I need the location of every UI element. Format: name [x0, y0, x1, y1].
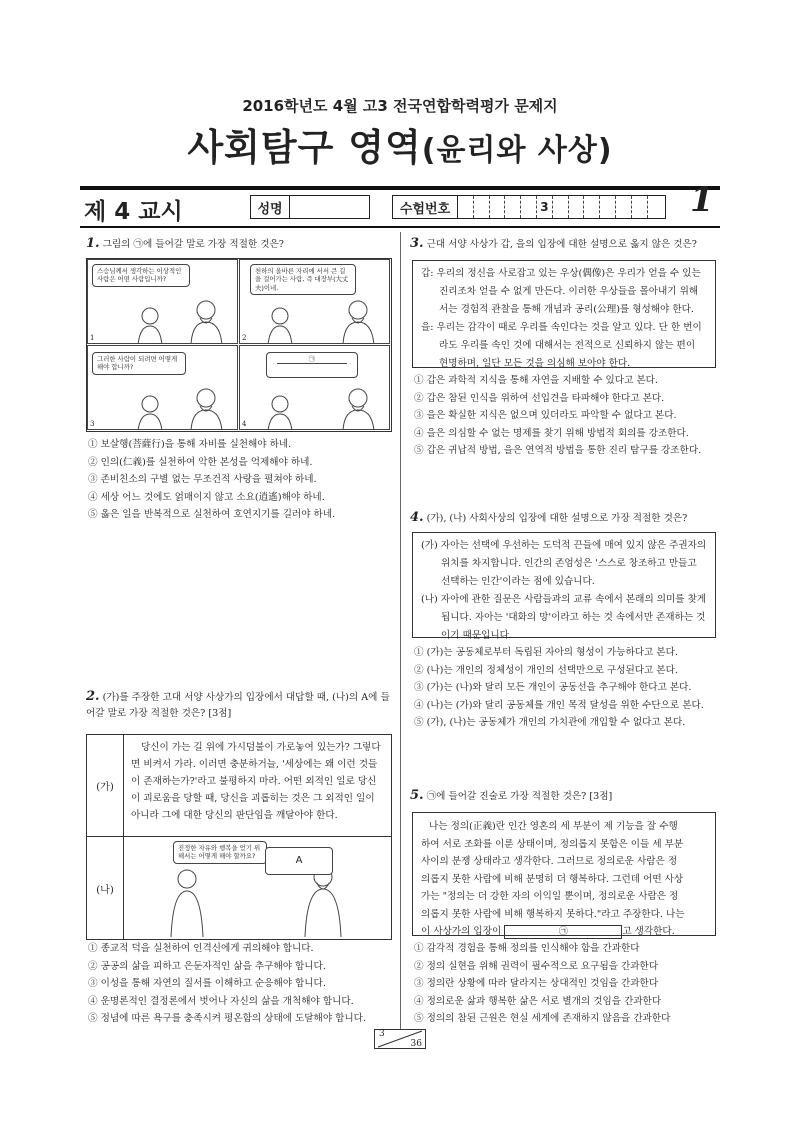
question-4: [410, 510, 722, 527]
exam-number-cell-fixed: 3: [537, 196, 553, 218]
subject-title: [0, 117, 800, 171]
panel-number: 4: [242, 420, 247, 428]
question-number: 3.: [410, 236, 424, 251]
panel-number: 3: [90, 420, 95, 428]
exam-number-cell[interactable]: [632, 196, 648, 218]
option-5[interactable]: ⑤ 옳은 일을 반복적으로 실천하여 호연지기를 길러야 하네.: [88, 509, 336, 520]
question-text: ㉠에 들어갈 진술로 가장 적절한 것은? [3점]: [426, 791, 613, 802]
panel-number: 1: [90, 334, 95, 342]
exam-number-label: 수험번호: [393, 196, 458, 218]
table-row-ga: [87, 735, 391, 837]
row-label: (나): [87, 837, 124, 939]
question-text: (가), (나) 사회사상의 입장에 대한 설명으로 가장 적절한 것은?: [426, 513, 688, 524]
passage-line: 의롭지 못한 사람에 비해 분명히 더 행복하다. 그런데 어떤 사상: [421, 873, 684, 885]
passage-line: 가는 "정의는 더 강한 자의 이익일 뿐이며, 정의로운 사람은 정: [421, 891, 679, 902]
option-5[interactable]: ⑤ 정의의 참된 근원은 현실 세계에 존재하지 않음을 간과한다: [414, 1013, 671, 1024]
ga-passage: 당신이 가는 길 위에 가시덤불이 가로놓여 있는가? 그렇다면 비켜서 가라. 이러면 충분하거늘, '세상에는 왜 이런 것들이 존재하는가?'라고 불평하지 마라. 어떤 외적인 일로 당신이 괴로움을 당할 때, 당신을 괴롭히는 것은 그 외적인 일이 아니라 그에 대한 당신의 판단임을 깨달아야 한다.: [131, 742, 381, 821]
exam-number-cell[interactable]: [474, 196, 490, 218]
q3-options: [414, 372, 724, 460]
option-4[interactable]: ④ 정의로운 삶과 행복한 삶은 서로 별개의 것임을 간과한다: [414, 995, 662, 1007]
q1-options: [88, 436, 394, 524]
speech-bubble: 스승님께서 생각하는 이상적인 사람은 어떤 사람입니까?: [92, 264, 190, 287]
row-label: (가): [87, 735, 124, 836]
exam-number-cell[interactable]: [521, 196, 537, 218]
q3-passage: [412, 260, 716, 368]
speech-bubble: 진정한 자유와 행복을 얻기 위해서는 어떻게 해야 할까요?: [173, 841, 267, 864]
page-number: 1: [690, 180, 714, 220]
passage-line: 나는 정의(正義)란 인간 영혼의 세 부분이 제 기능을 잘 수행: [429, 821, 678, 832]
question-number: 4.: [410, 510, 424, 525]
exam-title: 2016학년도 4월 고3 전국연합학력평가 문제지: [242, 97, 558, 115]
page-counter: [374, 1029, 426, 1049]
q2-options: [88, 940, 396, 1028]
passage-gap: 갑: 우리의 정신을 사로잡고 있는 우상(偶像)은 우리가 얻을 수 있는 진리조차 얻을 수 없게 만든다. 이러한 우상들을 몰아내기 위해서는 경험적 관찰을 통해 개념과 공리(公理)를 형성해야 한다.: [421, 268, 701, 315]
exam-number-cell[interactable]: [490, 196, 506, 218]
current-page: 3: [379, 1029, 385, 1039]
exam-number-cell[interactable]: [648, 196, 663, 218]
passage-ga: (가) 자아는 선택에 우선하는 도덕적 끈들에 매여 있지 않은 주권자의 위치를 차지합니다. 인간의 존엄성은 '스스로 창조하고 만들고 선택하는 인간'이라는 점에 있습니다.: [421, 540, 707, 587]
question-5: [410, 788, 722, 805]
exam-number-cell[interactable]: [553, 196, 569, 218]
option-3[interactable]: ③ 을은 확실한 지식은 없으며 있더라도 파악할 수 없다고 본다.: [414, 410, 677, 421]
subject-paren: (윤리와 사상): [421, 133, 613, 168]
exam-number-cell[interactable]: [616, 196, 632, 218]
q1-cartoon: [86, 258, 392, 432]
cartoon-panel: [239, 259, 390, 344]
option-4[interactable]: ④ 운명론적인 결정론에서 벗어나 자신의 삶을 개척해야 합니다.: [88, 995, 354, 1007]
question-number: 2.: [86, 689, 100, 704]
option-3[interactable]: ③ 존비친소의 구별 없는 무조건적 사랑을 펼쳐야 하네.: [88, 474, 317, 485]
q4-options: [414, 644, 724, 732]
option-2[interactable]: ② 정의 실현을 위해 권력이 필수적으로 요구됨을 간과한다: [414, 960, 659, 972]
name-field[interactable]: [250, 195, 370, 219]
option-1[interactable]: ① (가)는 공동체로부터 독립된 자아의 형성이 가능하다고 본다.: [414, 647, 678, 658]
header-rule-bottom: [80, 226, 720, 228]
session-label: 제 4 교시: [84, 199, 183, 225]
question-text: 근대 서양 사상가 갑, 을의 입장에 대한 설명으로 옳지 않은 것은?: [426, 239, 697, 250]
speech-bubble: 천하의 올바른 자리에 서서 큰 길을 걸어가는 사람, 즉 대장부(大丈夫)이네.: [250, 264, 356, 295]
speech-bubble: 그러한 사람이 되려면 어떻게 해야 합니까?: [92, 352, 186, 375]
option-2[interactable]: ② 인의(仁義)를 실천하여 악한 본성을 억제해야 하네.: [88, 456, 313, 468]
option-4[interactable]: ④ 세상 어느 것에도 얽매이지 않고 소요(逍遙)해야 하네.: [88, 491, 325, 503]
passage-text: 고 생각한다.: [622, 926, 675, 937]
exam-number-cell[interactable]: [584, 196, 600, 218]
option-2[interactable]: ② (나)는 개인의 정체성이 개인의 선택만으로 구성된다고 본다.: [414, 664, 678, 676]
question-3: [410, 236, 722, 253]
q2-table: [86, 734, 392, 940]
option-2[interactable]: ② 공공의 삶을 피하고 은둔자적인 삶을 추구해야 합니다.: [88, 960, 326, 972]
exam-number-cell[interactable]: [458, 196, 474, 218]
option-1[interactable]: ① 갑은 과학적 지식을 통해 자연을 지배할 수 있다고 본다.: [414, 375, 658, 386]
answer-bubble: A: [265, 847, 333, 875]
passage-line: 의롭지 못한 사람에 비해 행복하지 못하다."라고 주장한다. 나는: [421, 908, 685, 920]
blank-marker: ㉠: [308, 355, 316, 363]
question-2: [86, 689, 396, 722]
passage-line: 사이의 분쟁 상태라고 생각한다. 그러므로 정의로운 사람은 정: [421, 856, 678, 867]
answer-blank: ㉠: [504, 925, 622, 939]
name-input-area[interactable]: [290, 196, 369, 218]
option-5[interactable]: ⑤ (가), (나)는 공동체가 개인의 가치관에 개입할 수 없다고 본다.: [414, 717, 686, 728]
panel-number: 2: [242, 334, 247, 342]
passage-text: 이 사상가의 입장이: [421, 926, 502, 937]
header-rule-top: [80, 186, 720, 190]
passage-line: 하여 서로 조화를 이룬 상태이며, 정의롭지 못함은 이들 세 부분: [421, 838, 684, 850]
option-4[interactable]: ④ (나)는 (가)와 달리 공동체를 개인 목적 달성을 위한 수단으로 본다.: [414, 699, 704, 711]
q5-options: [414, 940, 724, 1028]
cartoon-panel: [87, 259, 238, 344]
passage-na: (나) 자아에 관한 질문은 사람들과의 교류 속에서 본래의 의미를 찾게 됩니다. 자아는 '대화의 망'이라고 하는 것 속에서만 존재하는 것이기 때문입니다.: [421, 594, 707, 641]
q4-passage: [412, 532, 716, 641]
speech-bubble-blank: [266, 352, 358, 378]
name-label: 성명: [251, 196, 290, 218]
question-text: (가)를 주장한 고대 서양 사상가의 입장에서 대답할 때, (나)의 A에 들어갈 말로 가장 적절한 것은? [3점]: [86, 692, 390, 719]
exam-number-cell[interactable]: [600, 196, 616, 218]
question-number: 1.: [86, 236, 100, 251]
column-divider: [400, 232, 401, 1030]
cartoon-panel: [87, 345, 238, 430]
total-pages: 36: [410, 1039, 422, 1049]
q5-passage: [412, 812, 716, 936]
passage-eul: 을: 우리는 감각이 때로 우리를 속인다는 것을 알고 있다. 단 한 번이라도 우리를 속인 것에 대해서는 전적으로 신뢰하지 않는 편이 현명하며, 일단 모든 것을 의심해 보아야 한다.: [421, 322, 702, 369]
exam-number-cell[interactable]: [569, 196, 585, 218]
question-text: 그림의 ㉠에 들어갈 말로 가장 적절한 것은?: [102, 239, 284, 250]
question-1: [86, 236, 396, 253]
option-1[interactable]: ① 종교적 덕을 실천하여 인격신에게 귀의해야 합니다.: [88, 943, 314, 954]
passage-line-last: [421, 923, 707, 941]
question-number: 5.: [410, 788, 424, 803]
exam-number-field[interactable]: [392, 195, 666, 219]
table-row-na: [87, 837, 391, 939]
option-3[interactable]: ③ 이성을 통해 자연의 질서를 이해하고 순응해야 합니다.: [88, 978, 326, 989]
cartoon-panel: [239, 345, 390, 430]
blank-line: [277, 363, 347, 364]
option-1[interactable]: ① 감각적 경험을 통해 정의를 인식해야 함을 간과한다: [414, 943, 640, 954]
option-5[interactable]: ⑤ 갑은 귀납적 방법, 을은 연역적 방법을 통한 진리 탐구를 강조한다.: [414, 445, 702, 456]
option-3[interactable]: ③ 정의란 상황에 따라 달라지는 상대적인 것임을 간과한다: [414, 978, 659, 989]
subject-main: 사회탐구 영역: [187, 126, 422, 169]
option-5[interactable]: ⑤ 정념에 따른 욕구를 충족시켜 평온함의 상태에 도달해야 합니다.: [88, 1013, 366, 1024]
option-2[interactable]: ② 갑은 참된 인식을 위하여 선입견을 타파해야 한다고 본다.: [414, 392, 665, 404]
option-3[interactable]: ③ (가)는 (나)와 달리 모든 개인이 공동선을 추구해야 한다고 본다.: [414, 682, 692, 693]
option-4[interactable]: ④ 을은 의심할 수 없는 명제를 찾기 위해 방법적 회의를 강조한다.: [414, 427, 689, 439]
option-1[interactable]: ① 보살행(菩薩行)을 통해 자비를 실천해야 하네.: [88, 439, 292, 450]
exam-number-cell[interactable]: [505, 196, 521, 218]
